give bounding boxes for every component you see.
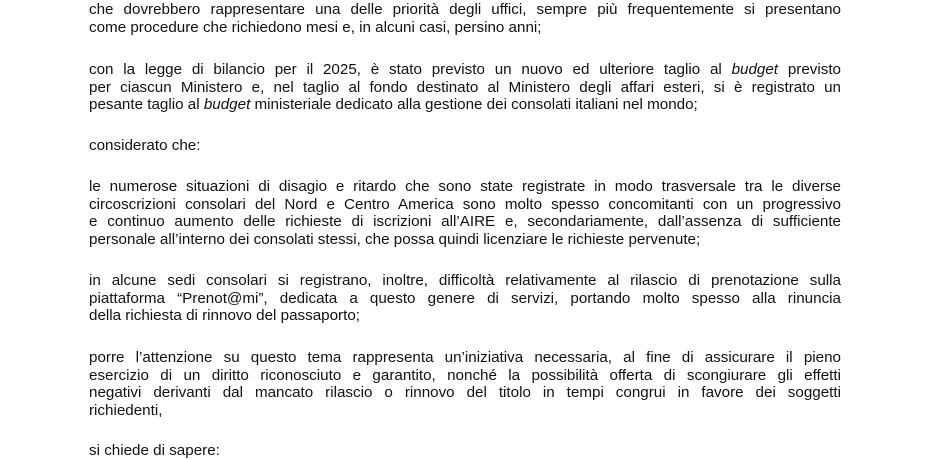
paragraph-situations	[89, 178, 841, 248]
text-line: che dovrebbero rappresentare una delle priorità degli uffici, sempre più frequentemente si presentano	[89, 1, 841, 18]
paragraph-budget-law	[89, 61, 841, 114]
paragraph-prenotami	[89, 272, 841, 325]
text-line: pesante taglio al budget ministeriale dedicato alla gestione dei consolati italiani nel mondo;	[89, 96, 698, 113]
text-line: considerato che:	[89, 137, 201, 154]
text-line: in alcune sedi consolari si registrano, inoltre, difficoltà relativamente al rilascio di prenotazione sulla	[89, 272, 841, 289]
text-line: e continuo aumento delle richieste di iscrizioni all’AIRE e, secondariamente, dall’assenza di sufficiente	[89, 213, 841, 230]
text-line: con la legge di bilancio per il 2025, è stato previsto un nuovo ed ulteriore taglio al budget previsto	[89, 61, 841, 78]
text-line: richiedenti,	[89, 401, 163, 419]
paragraph-attention	[89, 349, 841, 419]
text-line: si chiede di sapere:	[89, 442, 220, 459]
paragraph-considerato	[89, 137, 841, 155]
emphasis-budget: budget	[203, 96, 251, 113]
text-line: della richiesta di rinnovo del passaporto;	[89, 307, 361, 324]
paragraph-question	[89, 442, 841, 460]
emphasis-budget: budget	[731, 61, 779, 78]
text-line: per ciascun Ministero e, nel taglio al fondo destinato al Ministero degli affari esteri, si è registrato un	[89, 78, 841, 96]
text-line: esercizio di un diritto riconosciuto e garantito, nonché la possibilità offerta di scongiurare gli effetti	[89, 366, 841, 384]
paragraph-consular-procedures	[89, 1, 841, 36]
text-line: come procedure che richiedono mesi e, in alcuni casi, persino anni;	[89, 18, 542, 36]
text-line: personale all’interno dei consolati stessi, che possa quindi licenziare le richieste pervenute;	[89, 230, 701, 248]
text-line: porre l’attenzione su questo tema rappresenta un’iniziativa necessaria, al fine di assicurare il pieno	[89, 349, 841, 366]
text-line: le numerose situazioni di disagio e ritardo che sono state registrate in modo trasversale tra le diverse	[89, 178, 841, 195]
text-line: circoscrizioni consolari del Nord e Centro America sono molto spesso concomitanti con un progressivo	[89, 195, 841, 213]
text-line: negativi derivanti dal mancato rilascio o rinnovo del titolo in tempi congrui in favore dei soggetti	[89, 384, 841, 401]
text-line: piattaforma “Prenot@mi”, dedicata a questo genere di servizi, portando molto spesso alla rinuncia	[89, 289, 841, 307]
